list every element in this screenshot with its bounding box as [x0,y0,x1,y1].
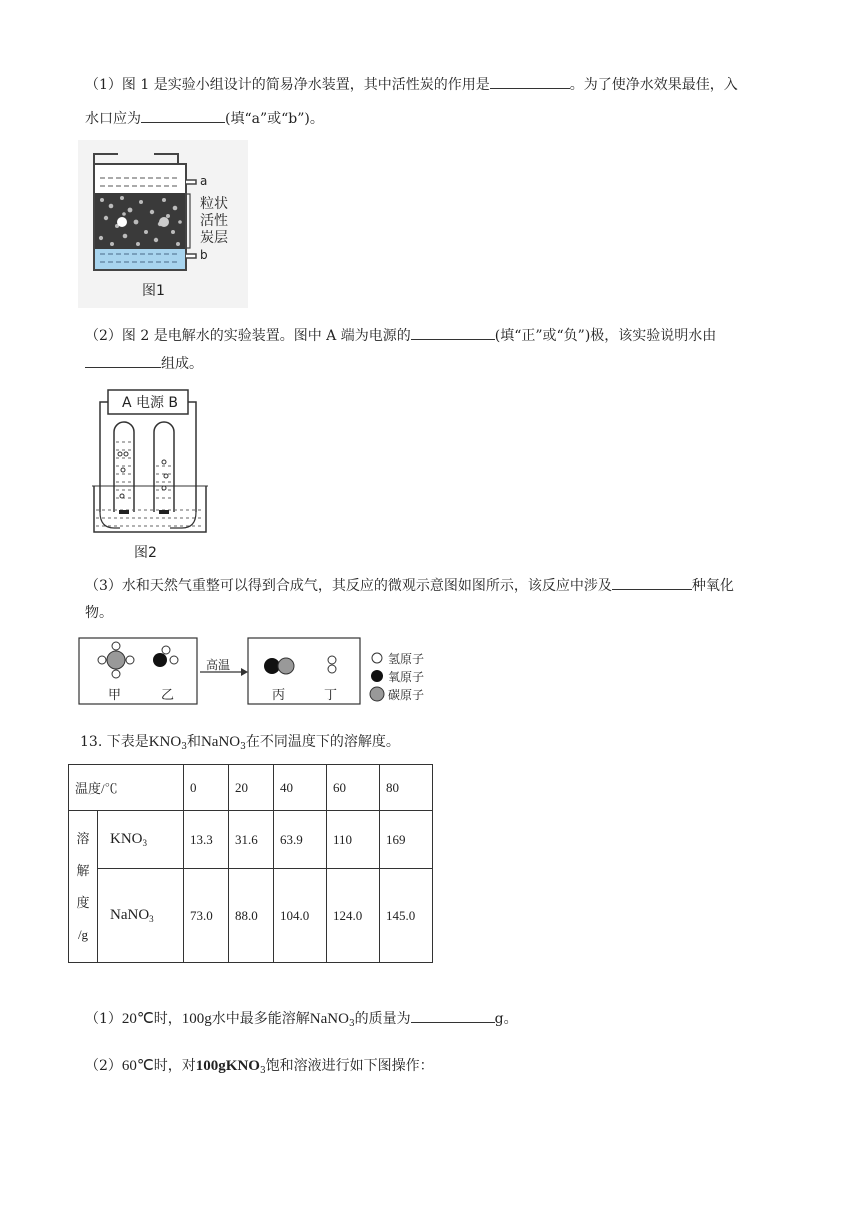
fig3-reactant-1: 甲 [108,688,122,703]
q13-nano3: NaNO [200,734,241,750]
fig3-legend-oxygen: 氧原子 [388,670,425,684]
nano3-label-text: NaNO [110,907,150,923]
q1-text-a: （1）图 1 是实验小组设计的简易净水装置，其中活性炭的作用是 [85,77,490,93]
temp-cell: 20 [229,765,274,811]
q13-2-temp: 60℃ [121,1058,154,1074]
q2-line-1 [85,325,716,346]
nano3-label [98,869,184,963]
kno3-value: 110 [327,811,380,869]
q13-2-text-c: 饱和溶液进行如下图操作： [265,1058,434,1074]
fig1-caption: 图1 [142,283,165,299]
q13-1-text-d: 的质量为 [354,1011,411,1027]
fig3-legend-carbon: 碳原子 [388,688,425,702]
temp-cell: 0 [184,765,229,811]
temp-cell: 60 [327,765,380,811]
q13-intro-b: 在不同温度下的溶解度。 [245,734,400,750]
kno3-value: 63.9 [274,811,327,869]
q13-1-text-c: 水中最多能溶解 [211,1011,310,1027]
fig1-side-label-1: 粒状 [200,196,228,212]
q1-line-1 [85,74,738,95]
nano3-value: 88.0 [229,869,274,963]
q1-text-c: 水口应为 [85,111,141,127]
fig1-side-label-3: 炭层 [200,230,228,246]
q13-1-nano3: NaNO [309,1011,349,1027]
q13-1-prefix: （1） [85,1011,122,1027]
figure-3-reaction [78,636,448,710]
row-header-char: /g [77,926,89,942]
q13-2-text-b: 时，对 [153,1058,196,1074]
nano3-label-sub: 3 [149,914,154,924]
fig3-product-2: 丁 [324,688,338,703]
figure-2-electrolysis [90,382,210,564]
q13-1-line [85,1008,518,1034]
q13-1-blank[interactable] [411,1008,495,1023]
fig3-condition: 高温 [206,658,231,672]
figure-1-water-purifier [78,140,248,308]
row-header-solubility [69,811,98,963]
q1-line-2 [85,108,324,129]
nano3-value: 124.0 [327,869,380,963]
nano3-value: 145.0 [380,869,433,963]
table-row-nano3 [69,869,433,963]
q2-text-c: 组成。 [161,356,203,372]
kno3-label-sub: 3 [142,838,147,848]
q13-1-mass: 100g [181,1011,212,1027]
kno3-label [98,811,184,869]
q13-2-line [85,1056,434,1081]
q2-text-b: (填“正”或“负”)极，该实验说明水由 [494,328,717,344]
q13-2-prefix: （2） [85,1058,122,1074]
q2-blank-1[interactable] [411,325,495,340]
q13-and: 和 [186,734,201,750]
nano3-value: 104.0 [274,869,327,963]
fig3-product-1: 丙 [272,688,286,703]
q13-2-solution: 100gKNO [195,1058,260,1074]
q3-text-b: 种氧化 [691,578,734,594]
fig1-side-label-2: 活性 [200,213,228,229]
table-row-temps [69,765,433,811]
q1-blank-2[interactable] [141,108,225,123]
q2-line-2 [85,353,203,374]
row-header-char: 度 [76,894,90,910]
fig1-side-label [200,196,228,247]
fig3-legend-hydrogen: 氢原子 [388,652,425,666]
q3-text-a: （3）水和天然气重整可以得到合成气，其反应的微观示意图如图所示，该反应中涉及 [85,578,612,594]
q3-line-1 [85,575,734,596]
fig1-label-b: b [200,248,208,262]
q13-kno3-sub: 3 [181,742,187,752]
q13-1-text-b: 时， [153,1011,182,1027]
temp-header: 温度/℃ [69,765,184,811]
q13-intro-a: 13. 下表是 [80,734,149,750]
fig2-caption: 图2 [134,545,157,561]
q1-blank-1[interactable] [490,74,570,89]
q13-1-text-e: g。 [494,1011,518,1027]
solubility-table [68,764,433,963]
q1-text-b: 。为了使净水效果最佳，入 [569,77,738,93]
q3-blank-1[interactable] [612,575,692,590]
kno3-value: 169 [380,811,433,869]
q1-text-d: (填“a”或“b”)。 [225,111,324,127]
q13-1-nano3-sub: 3 [348,1019,355,1029]
kno3-value: 31.6 [229,811,274,869]
table-row-kno3 [69,811,433,869]
q13-1-temp: 20℃ [121,1011,154,1027]
row-header-char: 溶 [76,830,90,846]
temp-cell: 40 [274,765,327,811]
q13-kno3: KNO [148,734,182,750]
q13-nano3-sub: 3 [240,742,246,752]
fig1-label-a: a [200,174,208,188]
q3-line-2: 物。 [85,605,113,621]
fig2-power-label: A 电源 B [121,395,179,411]
row-header-char: 解 [76,862,90,878]
temp-cell: 80 [380,765,433,811]
q2-blank-2[interactable] [85,353,161,368]
q13-2-sub: 3 [259,1066,266,1076]
nano3-value: 73.0 [184,869,229,963]
q2-text-a: （2）图 2 是电解水的实验装置。图中 A 端为电源的 [85,328,411,344]
kno3-label-text: KNO [110,831,143,847]
kno3-value: 13.3 [184,811,229,869]
q13-intro [80,732,400,757]
fig3-reactant-2: 乙 [161,688,175,703]
